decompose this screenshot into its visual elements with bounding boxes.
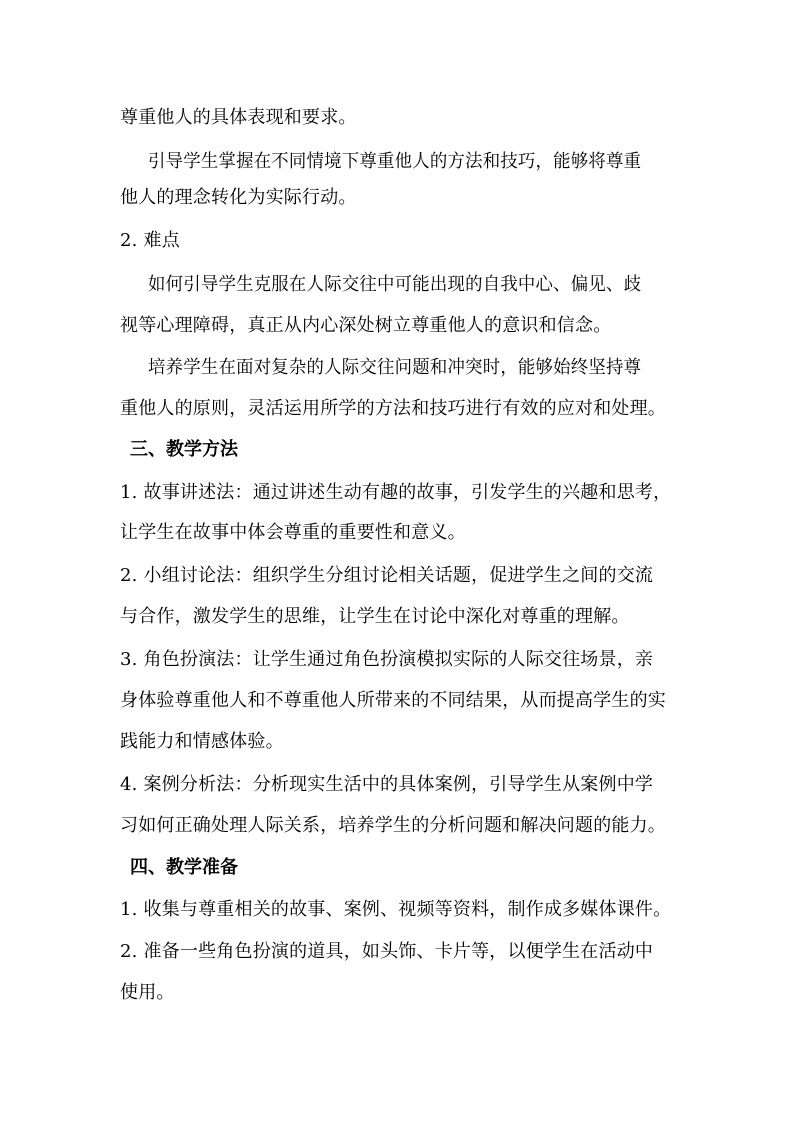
paragraph-line: 培养学生在面对复杂的人际交往问题和冲突时，能够始终坚持尊 bbox=[148, 357, 642, 378]
paragraph-line: 引导学生掌握在不同情境下尊重他人的方法和技巧，能够将尊重 bbox=[148, 151, 642, 172]
list-item-line: 3. 角色扮演法：让学生通过角色扮演模拟实际的人际交往场景，亲 bbox=[120, 649, 654, 670]
list-item-line: 4. 案例分析法：分析现实生活中的具体案例，引导学生从案例中学 bbox=[120, 774, 654, 795]
subheading-difficulty: 2. 难点 bbox=[120, 230, 180, 251]
section-heading-teaching-preparation: 四、教学准备 bbox=[130, 857, 238, 878]
list-item-line: 2. 小组讨论法：组织学生分组讨论相关话题，促进学生之间的交流 bbox=[120, 565, 654, 586]
list-item-line: 使用。 bbox=[120, 982, 175, 1003]
list-item-line: 身体验尊重他人和不尊重他人所带来的不同结果，从而提高学生的实 bbox=[120, 690, 666, 711]
list-item-line: 与合作，激发学生的思维，让学生在讨论中深化对尊重的理解。 bbox=[120, 606, 630, 627]
paragraph-line: 他人的理念转化为实际行动。 bbox=[120, 187, 357, 208]
list-item-line: 践能力和情感体验。 bbox=[120, 731, 284, 752]
paragraph-line: 重他人的原则，灵活运用所学的方法和技巧进行有效的应对和处理。 bbox=[120, 398, 666, 419]
paragraph-line: 尊重他人的具体表现和要求。 bbox=[120, 107, 357, 128]
section-heading-teaching-methods: 三、教学方法 bbox=[130, 439, 238, 460]
paragraph-line: 如何引导学生克服在人际交往中可能出现的自我中心、偏见、歧 bbox=[148, 274, 642, 295]
list-item-line: 1. 收集与尊重相关的故事、案例、视频等资料，制作成多媒体课件。 bbox=[120, 899, 672, 920]
paragraph-line: 视等心理障碍，真正从内心深处树立尊重他人的意识和信念。 bbox=[120, 315, 612, 336]
list-item-line: 让学生在故事中体会尊重的重要性和意义。 bbox=[120, 522, 466, 543]
list-item-line: 2. 准备一些角色扮演的道具，如头饰、卡片等，以便学生在活动中 bbox=[120, 941, 654, 962]
list-item-line: 1. 故事讲述法：通过讲述生动有趣的故事，引发学生的兴趣和思考， bbox=[120, 482, 672, 503]
list-item-line: 习如何正确处理人际关系，培养学生的分析问题和解决问题的能力。 bbox=[120, 815, 666, 836]
